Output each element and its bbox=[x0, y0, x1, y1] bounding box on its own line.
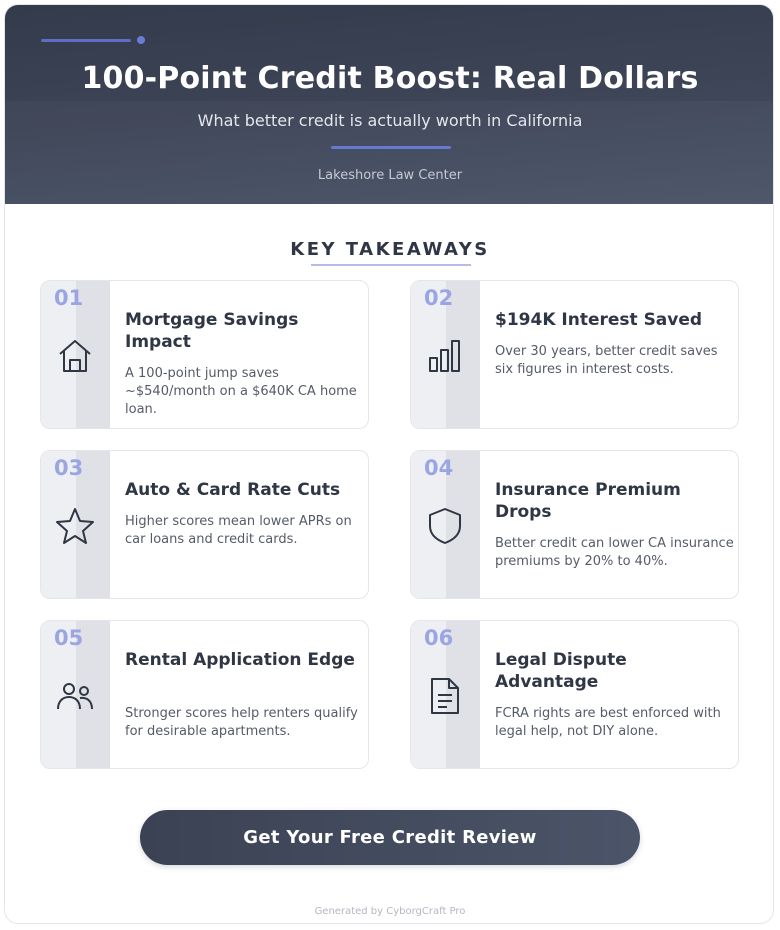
infographic-frame bbox=[4, 4, 774, 924]
subtitle-divider bbox=[331, 146, 451, 149]
free-credit-review-button[interactable]: Get Your Free Credit Review bbox=[140, 810, 640, 865]
card-title: $194K Interest Saved bbox=[495, 310, 703, 330]
star-icon bbox=[55, 506, 95, 546]
card-description: FCRA rights are best enforced with legal help, not DIY alone. bbox=[495, 706, 721, 739]
footer-credit: Generated by CyborgCraft Pro bbox=[314, 906, 466, 917]
card-title: Legal Dispute Advantage bbox=[495, 650, 627, 692]
takeaway-card-interest bbox=[410, 280, 739, 429]
bar-chart-icon bbox=[425, 336, 465, 376]
page-subtitle: What better credit is actually worth in California bbox=[197, 111, 583, 130]
card-number: 02 bbox=[424, 286, 454, 310]
header-accent-line bbox=[41, 39, 131, 42]
house-icon bbox=[55, 336, 95, 376]
card-description: Over 30 years, better credit saves six figures in interest costs. bbox=[495, 344, 718, 377]
section-title-underline bbox=[311, 264, 471, 266]
takeaway-card-legal bbox=[410, 620, 739, 769]
card-number: 04 bbox=[424, 456, 454, 480]
card-title: Insurance Premium Drops bbox=[495, 480, 681, 522]
card-description: Higher scores mean lower APRs on car loans and credit cards. bbox=[125, 514, 352, 547]
card-number: 06 bbox=[424, 626, 454, 650]
takeaway-card-insurance bbox=[410, 450, 739, 599]
card-description: A 100-point jump saves ~$540/month on a $640K CA home loan. bbox=[125, 366, 357, 417]
card-number: 05 bbox=[54, 626, 84, 650]
users-icon bbox=[55, 676, 95, 716]
card-description: Stronger scores help renters qualify for desirable apartments. bbox=[125, 706, 358, 739]
card-description: Better credit can lower CA insurance premiums by 20% to 40%. bbox=[495, 536, 734, 569]
card-title: Mortgage Savings Impact bbox=[125, 310, 299, 352]
card-number: 03 bbox=[54, 456, 84, 480]
organization-name: Lakeshore Law Center bbox=[317, 168, 463, 183]
takeaway-card-rates bbox=[40, 450, 369, 599]
takeaway-card-mortgage bbox=[40, 280, 369, 429]
takeaway-card-rental bbox=[40, 620, 369, 769]
card-title: Rental Application Edge bbox=[125, 650, 355, 670]
section-title: KEY TAKEAWAYS bbox=[290, 239, 490, 260]
header-accent-dot bbox=[137, 36, 145, 44]
page-title: 100-Point Credit Boost: Real Dollars bbox=[81, 61, 699, 96]
shield-icon bbox=[425, 506, 465, 546]
card-title: Auto & Card Rate Cuts bbox=[125, 480, 341, 500]
card-number: 01 bbox=[54, 286, 84, 310]
document-icon bbox=[425, 676, 465, 716]
header-banner bbox=[5, 5, 774, 204]
